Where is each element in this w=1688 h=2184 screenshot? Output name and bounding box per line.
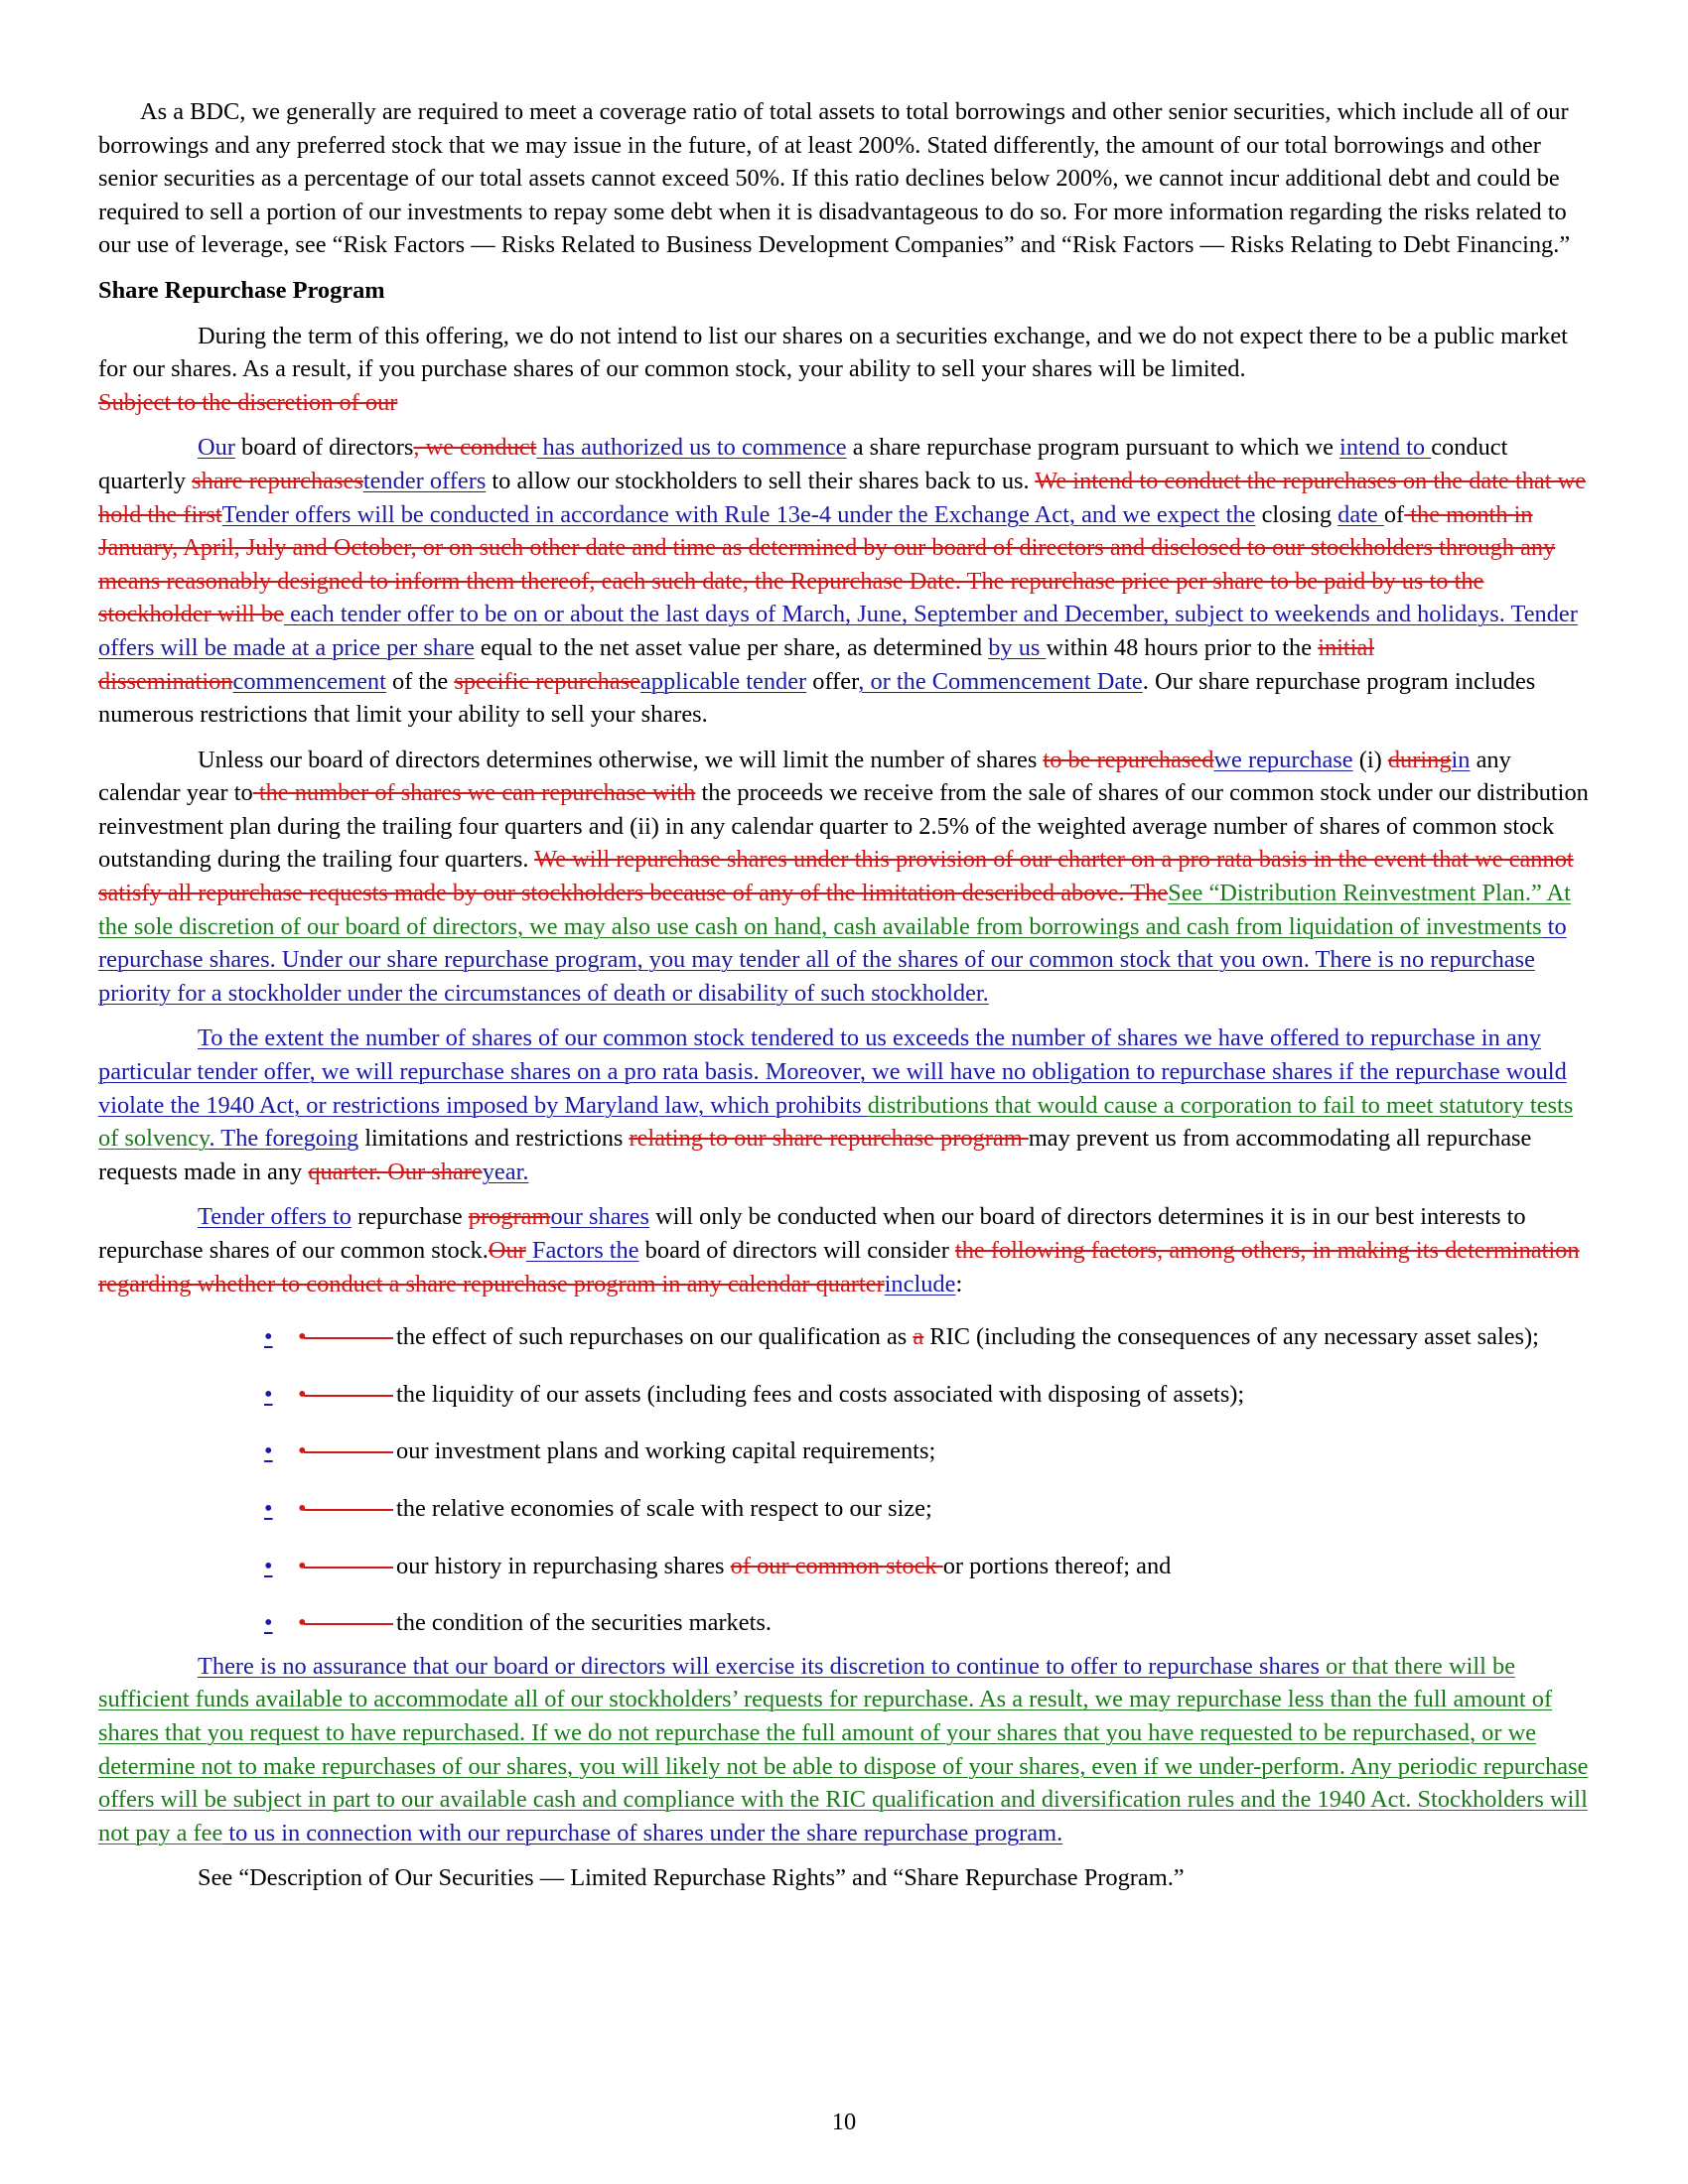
offering-paragraph: [98, 320, 1591, 420]
bullet-text: or portions thereof; and: [942, 1552, 1172, 1579]
list-item: [98, 1606, 1591, 1640]
bullet-inserted: •: [264, 1323, 273, 1351]
factors-list: [98, 1320, 1591, 1640]
inserted-text: date: [1337, 500, 1384, 528]
no-assurance-paragraph: [98, 1650, 1591, 1850]
bullet-text: the condition of the securities markets.: [396, 1609, 772, 1637]
deleted-text: during: [1387, 746, 1452, 773]
deleted-text: program: [468, 1203, 551, 1231]
bullet-text: our investment plans and working capital requirements;: [396, 1437, 936, 1465]
inserted-text: , or the Commencement Date: [858, 667, 1143, 695]
tender-offer-paragraph: [98, 1200, 1591, 1300]
list-item: [98, 1320, 1591, 1354]
bullet-deleted: •: [298, 1494, 307, 1522]
text-run: within 48 hours prior to the: [1046, 633, 1319, 661]
text-run: closing: [1255, 500, 1338, 528]
text-run: may prevent us from accommodating all repurchase requests made in any: [98, 1125, 1532, 1185]
deleted-text: Subject to the discretion of our: [98, 388, 398, 416]
page-number: 10: [831, 2109, 857, 2135]
deleted-text: the following factors, among others, in making its determination regarding whether to conduct a share repurchase program in any calendar quarter: [98, 1237, 1580, 1297]
inserted-text: There is no assurance that our board or directors will exercise its discretion to continue to offer to repurchase shares: [198, 1652, 1320, 1680]
text-run: of the: [385, 667, 455, 695]
inserted-text: To the extent the number of shares of our common stock tendered to us exceeds the number of shares we have offered to repurchase in any particular tender offer, we will repurchase shares on a pro rata basis. Moreover, we will have no obligation to repurchase shares if the repurchase would violate the 1940 Act, or restrictions imposed by Maryland law, which prohibits: [98, 1024, 1567, 1119]
text-run: the proceeds we receive from the sale of shares of our common stock under our distribution reinvestment plan during the trailing four quarters and (ii) in any calendar quarter to 2.5% of the weighted average number of shares of common stock outstanding during the trailing four quarters.: [98, 779, 1589, 874]
bullet-text: the relative economies of scale with respect to our size;: [396, 1494, 932, 1522]
inserted-text: in: [1451, 746, 1471, 773]
text-run: (i): [1352, 746, 1388, 773]
inserted-text: intend to: [1339, 434, 1432, 462]
see-also-paragraph: See “Description of Our Securities — Limited Repurchase Rights” and “Share Repurchase Program.”: [198, 1864, 1185, 1892]
deleted-tab-line: [304, 1395, 393, 1397]
deleted-text: quarter. Our share: [308, 1158, 483, 1185]
deleted-text: share repurchases: [192, 467, 363, 494]
text-run: of: [1383, 500, 1405, 528]
inserted-text: Tender offers will be conducted in accordance with Rule 13e-4 under the Exchange Act, and we expect the: [221, 500, 1256, 528]
text-run: a share repurchase program pursuant to which we: [846, 434, 1340, 462]
bullet-text: RIC (including the consequences of any necessary asset sales);: [923, 1323, 1539, 1351]
bullet-text: our history in repurchasing shares: [396, 1552, 731, 1579]
list-item: [98, 1378, 1591, 1412]
inserted-text: commencement: [232, 667, 386, 695]
deleted-text: the month in January, April, July and October, or on such other date and time as determined by our board of directors and disclosed to our stockholders through any means reasonably designed to inform them thereof, each such date, the Repurchase Date. The repurchase price per share to be paid by us to the stockholder will be: [98, 500, 1556, 628]
inserted-text: tender offers: [362, 467, 487, 494]
bullet-inserted: •: [264, 1380, 273, 1408]
bullet-inserted: •: [264, 1552, 273, 1579]
repurchase-program-paragraph: [98, 431, 1591, 731]
deleted-text: specific repurchase: [454, 667, 640, 695]
deleted-text: relating to our share repurchase program: [629, 1125, 1029, 1153]
inserted-text: applicable tender: [639, 667, 807, 695]
deleted-tab-line: [304, 1509, 393, 1511]
inserted-text: our shares: [550, 1203, 650, 1231]
inserted-text: include: [884, 1270, 956, 1297]
bullet-deleted: •: [298, 1552, 307, 1579]
deleted-text: We will repurchase shares under this provision of our charter on a pro rata basis in the event that we cannot satisfy all repurchase requests made by our stockholders because of any of the limitation described above. The: [98, 846, 1574, 907]
text-run: any calendar year to: [98, 746, 1511, 807]
text-run: to allow our stockholders to sell their shares back to us.: [486, 467, 1036, 494]
text-run: board of directors will consider: [638, 1237, 955, 1264]
bullet-inserted: •: [264, 1609, 273, 1637]
deleted-text: Our: [488, 1237, 526, 1264]
inserted-text: to us in connection with our repurchase of shares under the share repurchase program.: [222, 1819, 1063, 1846]
deleted-text: to be repurchased: [1043, 746, 1214, 773]
section-heading: Share Repurchase Program: [98, 276, 385, 304]
deleted-tab-line: [304, 1451, 393, 1453]
deleted-text: the number of shares we can repurchase with: [252, 779, 696, 807]
bullet-text: the liquidity of our assets (including fees and costs associated with disposing of assets);: [396, 1380, 1245, 1408]
inserted-text: to repurchase shares. Under our share repurchase program, you may tender all of the shares of our common stock that you own. There is no repurchase priority for a stockholder under the circumstances of death or disability of such stockholder.: [98, 912, 1567, 1007]
moved-text: distributions that would cause a corporation to fail to meet statutory tests of solvency: [98, 1091, 1574, 1153]
inserted-text: . The foregoing: [209, 1125, 359, 1153]
bullet-deleted: •: [298, 1609, 307, 1637]
bullet-deleted: •: [298, 1437, 307, 1465]
inserted-text: has authorized us to commence: [536, 434, 847, 462]
pro-rata-paragraph: [98, 1022, 1591, 1188]
text-run: . Our share repurchase program includes numerous restrictions that limit your ability to sell your shares.: [98, 667, 1536, 729]
deleted-tab-line: [304, 1623, 393, 1625]
bullet-text: the effect of such repurchases on our qualification as: [396, 1323, 914, 1351]
leverage-paragraph: As a BDC, we generally are required to meet a coverage ratio of total assets to total borrowings and other senior securities, which include all of our borrowings and any preferred stock that we may issue in the future, of at least 200%. Stated differently, the amount of our total borrowings and other senior securities as a percentage of our total assets cannot exceed 50%. If this ratio declines below 200%, we cannot incur additional debt and could be required to sell a portion of our investments to repay some debt when it is disadvantageous to do so. For more information regarding the risks related to our use of leverage, see “Risk Factors — Risks Related to Business Development Companies” and “Risk Factors — Risks Relating to Debt Financing.”: [98, 98, 1571, 259]
text-run: :: [955, 1270, 963, 1297]
bullet-inserted: •: [264, 1437, 273, 1465]
inserted-text: Our: [198, 434, 235, 462]
document-page: [98, 95, 1591, 1907]
repurchase-limits-paragraph: [98, 744, 1591, 1011]
bullet-inserted: •: [264, 1494, 273, 1522]
deleted-text: a: [913, 1323, 924, 1351]
offering-text: During the term of this offering, we do not intend to list our shares on a securities exchange, and we do not expect there to be a public market for our shares. As a result, if you purchase shares of our common stock, your ability to sell your shares will be limited.: [98, 322, 1568, 383]
text-run: conduct quarterly: [98, 434, 1508, 494]
text-run: Unless our board of directors determines otherwise, we will limit the number of shares: [198, 746, 1044, 773]
deleted-text: initial dissemination: [98, 633, 1375, 695]
text-run: board of directors: [234, 434, 414, 462]
list-item: [98, 1492, 1591, 1526]
moved-text: or that there will be sufficient funds available to accommodate all of our stockholders’ requests for repurchase. As a result, we may repurchase less than the full amount of shares that you request to have repurchased. If we do not repurchase the full amount of your shares that you have requested to be repurchased, or we determine not to make repurchases of our shares, you will likely not be able to dispose of your shares, even if we under-perform. Any periodic repurchase offers will be subject in part to our available cash and compliance with the RIC qualification and diversification rules and the 1940 Act. Stockholders will not pay a fee: [98, 1652, 1589, 1846]
deleted-text: of our common stock: [730, 1552, 943, 1579]
deleted-text: We intend to conduct the repurchases on the date that we hold the first: [98, 467, 1587, 528]
inserted-text: Factors the: [525, 1237, 639, 1264]
moved-text: See “Distribution Reinvestment Plan.” At the sole discretion of our board of directors, we may also use cash on hand, cash available from borrowings and cash from liquidation of investments: [98, 880, 1571, 940]
list-item: [98, 1550, 1591, 1583]
bullet-deleted: •: [298, 1380, 307, 1408]
bullet-deleted: •: [298, 1323, 307, 1351]
text-run: will only be conducted when our board of directors determines it is in our best interests to repurchase shares of our common stock.: [98, 1203, 1526, 1264]
deleted-tab-line: [304, 1337, 393, 1339]
text-run: limitations and restrictions: [358, 1125, 630, 1153]
deleted-text: , we conduct: [413, 434, 537, 462]
inserted-text: Tender offers to: [198, 1203, 352, 1231]
inserted-text: by us: [988, 633, 1047, 661]
text-run: equal to the net asset value per share, as determined: [474, 633, 989, 661]
text-run: repurchase: [351, 1203, 469, 1231]
inserted-text: we repurchase: [1213, 746, 1353, 773]
text-run: offer: [806, 667, 859, 695]
deleted-tab-line: [304, 1567, 393, 1569]
inserted-text: each tender offer to be on or about the last days of March, June, September and December, subject to weekends and holidays. Tender offers will be made at a price per share: [98, 601, 1578, 661]
list-item: [98, 1434, 1591, 1468]
inserted-text: year.: [482, 1158, 529, 1185]
